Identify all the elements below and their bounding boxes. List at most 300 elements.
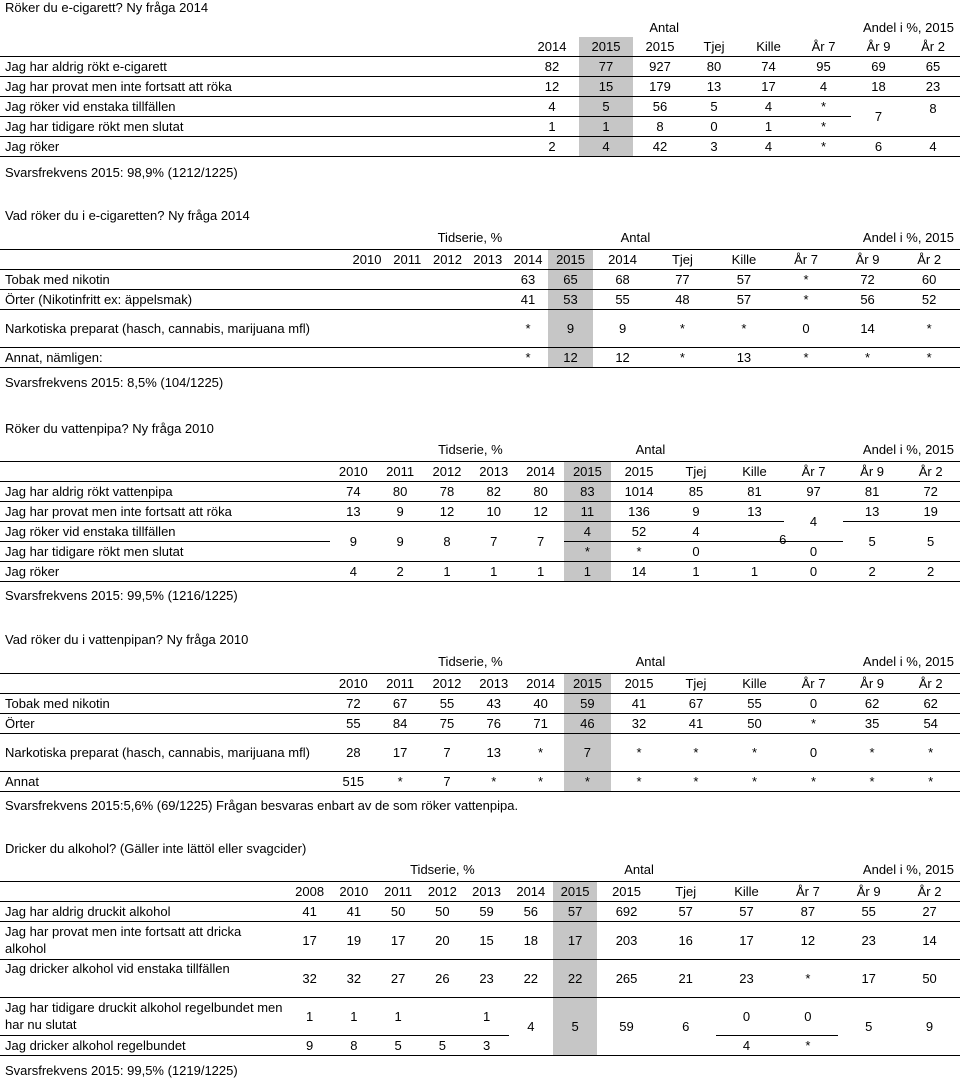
cell: 3 bbox=[687, 137, 741, 157]
cell: * bbox=[843, 733, 902, 771]
cell: * bbox=[898, 347, 960, 367]
cell: 68 bbox=[593, 269, 652, 289]
cell: 81 bbox=[843, 481, 902, 501]
cell: 22 bbox=[553, 959, 597, 997]
cell: 5 bbox=[838, 997, 899, 1055]
col-header: 2014 bbox=[517, 461, 564, 481]
cell: 1 bbox=[424, 561, 471, 581]
header-antal: Antal bbox=[635, 442, 666, 457]
cell: 0 bbox=[784, 561, 843, 581]
cell: 4 bbox=[906, 137, 960, 157]
col-header: År 9 bbox=[837, 249, 899, 269]
col-header: 2010 bbox=[330, 461, 377, 481]
cell: 203 bbox=[597, 921, 656, 959]
cell: 59 bbox=[564, 693, 611, 713]
cell: 72 bbox=[330, 693, 377, 713]
cell: * bbox=[901, 733, 960, 771]
section-title-e-cigarette-contents: Vad röker du i e-cigaretten? Ny fråga 2014 bbox=[5, 208, 250, 223]
cell: * bbox=[725, 733, 785, 771]
col-header: 2013 bbox=[464, 881, 508, 901]
cell: 55 bbox=[330, 713, 377, 733]
cell: 23 bbox=[906, 77, 960, 97]
cell bbox=[468, 289, 508, 309]
cell: 4 bbox=[716, 1035, 778, 1055]
response-rate-note: Svarsfrekvens 2015:5,6% (69/1225) Frågan besvaras enbart av de som röker vattenpipa. bbox=[5, 798, 519, 813]
header-tidserie: Tidserie, % bbox=[410, 862, 475, 877]
cell: 81 bbox=[725, 481, 785, 501]
cell: 35 bbox=[843, 713, 902, 733]
cell: 95 bbox=[796, 57, 851, 77]
cell: 1 bbox=[667, 561, 724, 581]
cell: 27 bbox=[376, 959, 420, 997]
col-header: 2015 bbox=[579, 37, 633, 57]
col-header: 2012 bbox=[424, 673, 471, 693]
cell: 15 bbox=[579, 77, 633, 97]
cell bbox=[427, 269, 467, 289]
cell: 7 bbox=[851, 97, 906, 137]
cell: 82 bbox=[525, 57, 579, 77]
cell: 14 bbox=[899, 921, 960, 959]
cell: 78 bbox=[424, 481, 471, 501]
cell: 50 bbox=[420, 901, 464, 921]
cell: 71 bbox=[517, 713, 564, 733]
table-water-pipe-contents bbox=[0, 652, 960, 792]
cell: 54 bbox=[901, 713, 960, 733]
cell bbox=[347, 269, 387, 289]
cell: 4 bbox=[564, 521, 611, 541]
col-header: År 9 bbox=[851, 37, 906, 57]
cell: 59 bbox=[597, 997, 656, 1055]
col-header: Kille bbox=[725, 673, 785, 693]
cell: 85 bbox=[667, 481, 724, 501]
cell: 2 bbox=[377, 561, 424, 581]
col-header: Kille bbox=[716, 881, 778, 901]
cell: 23 bbox=[838, 921, 899, 959]
cell: * bbox=[508, 347, 548, 367]
cell: 10 bbox=[470, 501, 517, 521]
cell: 4 bbox=[796, 77, 851, 97]
table-row bbox=[0, 137, 960, 157]
cell: 4 bbox=[741, 137, 796, 157]
row-label: Örter bbox=[0, 713, 330, 733]
row-label: Jag har provat men inte fortsatt att röka bbox=[0, 501, 330, 521]
cell: 1 bbox=[332, 997, 376, 1035]
cell: 40 bbox=[517, 693, 564, 713]
cell: 8 bbox=[633, 117, 687, 137]
cell bbox=[347, 347, 387, 367]
row-label: Jag har tidigare rökt men slutat bbox=[0, 117, 525, 137]
col-header: År 7 bbox=[796, 37, 851, 57]
cell: 9 bbox=[288, 1035, 332, 1055]
cell: 77 bbox=[579, 57, 633, 77]
col-header: 2010 bbox=[332, 881, 376, 901]
col-header: 2014 bbox=[508, 249, 548, 269]
cell: 57 bbox=[553, 901, 597, 921]
cell: 0 bbox=[716, 997, 778, 1035]
cell: * bbox=[775, 269, 837, 289]
cell bbox=[468, 269, 508, 289]
cell: * bbox=[725, 771, 785, 791]
col-header: År 9 bbox=[843, 673, 902, 693]
col-header: 2015 bbox=[548, 249, 593, 269]
cell: * bbox=[611, 733, 667, 771]
row-label: Tobak med nikotin bbox=[0, 269, 347, 289]
cell: 5 bbox=[553, 997, 597, 1055]
col-header: Tjej bbox=[687, 37, 741, 57]
cell: 28 bbox=[330, 733, 377, 771]
col-header: År 2 bbox=[899, 881, 960, 901]
cell: 136 bbox=[611, 501, 667, 521]
cell: 12 bbox=[517, 501, 564, 521]
cell: 63 bbox=[508, 269, 548, 289]
cell: 4 bbox=[741, 97, 796, 117]
col-header: 2012 bbox=[424, 461, 471, 481]
cell: 0 bbox=[687, 117, 741, 137]
row-label: Annat, nämligen: bbox=[0, 347, 347, 367]
row-label: Jag röker vid enstaka tillfällen bbox=[0, 97, 525, 117]
cell: 41 bbox=[611, 693, 667, 713]
cell: 12 bbox=[424, 501, 471, 521]
cell: 23 bbox=[464, 959, 508, 997]
col-header: 2015 bbox=[553, 881, 597, 901]
col-header: 2015 bbox=[611, 461, 667, 481]
cell: 5 bbox=[579, 97, 633, 117]
header-tidserie: Tidserie, % bbox=[437, 230, 503, 245]
cell: 0 bbox=[667, 541, 724, 561]
cell: 80 bbox=[377, 481, 424, 501]
cell: 1 bbox=[525, 117, 579, 137]
col-header: 2012 bbox=[427, 249, 467, 269]
cell: 62 bbox=[843, 693, 902, 713]
row-label: Jag har provat men inte fortsatt att röka bbox=[0, 77, 525, 97]
cell: 32 bbox=[332, 959, 376, 997]
cell: 53 bbox=[548, 289, 593, 309]
cell: 65 bbox=[906, 57, 960, 77]
row-label: Jag har aldrig rökt vattenpipa bbox=[0, 481, 330, 501]
response-rate-note: Svarsfrekvens 2015: 99,5% (1216/1225) bbox=[5, 588, 238, 603]
cell: 50 bbox=[376, 901, 420, 921]
cell: 56 bbox=[633, 97, 687, 117]
cell: 5 bbox=[687, 97, 741, 117]
col-header: 2008 bbox=[288, 881, 332, 901]
table-row bbox=[0, 1035, 960, 1055]
cell: 9 bbox=[899, 997, 960, 1055]
cell: 16 bbox=[656, 921, 716, 959]
cell: 692 bbox=[597, 901, 656, 921]
cell: 17 bbox=[838, 959, 899, 997]
cell: 27 bbox=[899, 901, 960, 921]
row-label: Jag har aldrig rökt e-cigarett bbox=[0, 57, 525, 77]
cell: * bbox=[901, 771, 960, 791]
col-header: 2011 bbox=[377, 461, 424, 481]
col-header: År 9 bbox=[838, 881, 899, 901]
cell: 12 bbox=[548, 347, 593, 367]
cell bbox=[347, 309, 387, 347]
table-row bbox=[0, 97, 960, 117]
row-label: Annat bbox=[0, 771, 330, 791]
cell: 13 bbox=[330, 501, 377, 521]
col-header: 2011 bbox=[377, 673, 424, 693]
cell: 55 bbox=[838, 901, 899, 921]
cell: 5 bbox=[420, 1035, 464, 1055]
col-header: 2013 bbox=[470, 673, 517, 693]
cell: 18 bbox=[851, 77, 906, 97]
cell: * bbox=[777, 959, 838, 997]
cell: 17 bbox=[716, 921, 778, 959]
cell: 9 bbox=[330, 521, 377, 561]
cell: 72 bbox=[837, 269, 899, 289]
cell: 74 bbox=[330, 481, 377, 501]
cell: 1 bbox=[741, 117, 796, 137]
cell: 82 bbox=[470, 481, 517, 501]
cell: 3 bbox=[464, 1035, 508, 1055]
header-andel: Andel i %, 2015 bbox=[862, 20, 955, 35]
col-header: 2015 bbox=[633, 37, 687, 57]
cell bbox=[347, 289, 387, 309]
cell bbox=[387, 309, 427, 347]
cell: 69 bbox=[851, 57, 906, 77]
cell: * bbox=[713, 309, 776, 347]
col-header: 2014 bbox=[593, 249, 652, 269]
col-header: Kille bbox=[741, 37, 796, 57]
cell: * bbox=[564, 771, 611, 791]
col-header: År 9 bbox=[843, 461, 902, 481]
cell: * bbox=[517, 733, 564, 771]
cell: 17 bbox=[553, 921, 597, 959]
cell: 0 bbox=[775, 309, 837, 347]
cell: 56 bbox=[837, 289, 899, 309]
cell bbox=[427, 289, 467, 309]
table-row bbox=[0, 501, 960, 521]
cell: * bbox=[508, 309, 548, 347]
cell: 4 bbox=[330, 561, 377, 581]
table-water-pipe bbox=[0, 440, 960, 582]
cell: 4 bbox=[525, 97, 579, 117]
cell: 41 bbox=[667, 713, 724, 733]
cell: 1 bbox=[725, 561, 785, 581]
cell: 75 bbox=[424, 713, 471, 733]
cell: 84 bbox=[377, 713, 424, 733]
cell: 76 bbox=[470, 713, 517, 733]
col-header: 2010 bbox=[330, 673, 377, 693]
cell: 8 bbox=[332, 1035, 376, 1055]
cell: 1 bbox=[464, 997, 508, 1035]
cell: 11 bbox=[564, 501, 611, 521]
cell: 17 bbox=[741, 77, 796, 97]
cell: 0 bbox=[784, 733, 843, 771]
cell: 41 bbox=[288, 901, 332, 921]
cell: 5 bbox=[843, 521, 902, 561]
cell: 12 bbox=[593, 347, 652, 367]
col-header: År 7 bbox=[777, 881, 838, 901]
table-row bbox=[0, 269, 960, 289]
cell: 0 bbox=[777, 997, 838, 1035]
cell: 57 bbox=[716, 901, 778, 921]
col-header: 2015 bbox=[611, 673, 667, 693]
col-header: Tjej bbox=[667, 673, 724, 693]
col-header: År 2 bbox=[901, 673, 960, 693]
cell: 179 bbox=[633, 77, 687, 97]
col-header: 2013 bbox=[468, 249, 508, 269]
col-header: År 2 bbox=[898, 249, 960, 269]
section-title-alcohol: Dricker du alkohol? (Gäller inte lättöl eller svagcider) bbox=[5, 841, 307, 856]
cell: 7 bbox=[470, 521, 517, 561]
cell: 13 bbox=[713, 347, 776, 367]
section-title-water-pipe: Röker du vattenpipa? Ny fråga 2010 bbox=[5, 421, 214, 436]
cell: 13 bbox=[725, 501, 785, 521]
cell: 8 bbox=[424, 521, 471, 561]
cell: * bbox=[775, 289, 837, 309]
table-row bbox=[0, 77, 960, 97]
cell bbox=[387, 347, 427, 367]
response-rate-note: Svarsfrekvens 2015: 8,5% (104/1225) bbox=[5, 375, 224, 390]
cell: 77 bbox=[652, 269, 712, 289]
header-antal: Antal bbox=[620, 230, 651, 245]
cell: 1 bbox=[288, 997, 332, 1035]
header-andel: Andel i %, 2015 bbox=[862, 862, 954, 877]
cell: 67 bbox=[377, 693, 424, 713]
cell: 515 bbox=[330, 771, 377, 791]
col-header: Tjej bbox=[652, 249, 712, 269]
cell: * bbox=[611, 771, 667, 791]
col-header: 2013 bbox=[470, 461, 517, 481]
cell: 57 bbox=[656, 901, 716, 921]
table-row bbox=[0, 959, 960, 997]
cell: 6 bbox=[656, 997, 716, 1055]
table-row bbox=[0, 921, 960, 959]
cell: 50 bbox=[899, 959, 960, 997]
cell: 48 bbox=[652, 289, 712, 309]
col-header: 2014 bbox=[509, 881, 553, 901]
cell: 52 bbox=[898, 289, 960, 309]
response-rate-note: Svarsfrekvens 2015: 98,9% (1212/1225) bbox=[5, 165, 238, 180]
cell: 21 bbox=[656, 959, 716, 997]
row-label: Jag har provat men inte fortsatt att dricka alkohol bbox=[0, 921, 288, 959]
cell bbox=[427, 309, 467, 347]
cell: 1 bbox=[376, 997, 420, 1035]
cell: 55 bbox=[424, 693, 471, 713]
cell: * bbox=[517, 771, 564, 791]
cell: * bbox=[796, 117, 851, 137]
col-header: 2011 bbox=[376, 881, 420, 901]
cell: * bbox=[784, 771, 843, 791]
cell: 4 bbox=[667, 521, 724, 541]
cell: 60 bbox=[898, 269, 960, 289]
table-row bbox=[0, 713, 960, 733]
cell: 42 bbox=[633, 137, 687, 157]
cell: 7 bbox=[564, 733, 611, 771]
cell: 87 bbox=[777, 901, 838, 921]
cell: * bbox=[898, 309, 960, 347]
cell: 59 bbox=[464, 901, 508, 921]
cell: 7 bbox=[517, 521, 564, 561]
cell: * bbox=[652, 309, 712, 347]
cell: 13 bbox=[687, 77, 741, 97]
cell: 2 bbox=[525, 137, 579, 157]
cell bbox=[420, 997, 464, 1035]
header-andel: Andel i %, 2015 bbox=[862, 654, 954, 669]
cell: * bbox=[777, 1035, 838, 1055]
cell: 57 bbox=[713, 269, 776, 289]
table-row bbox=[0, 347, 960, 367]
cell bbox=[427, 347, 467, 367]
col-header: Tjej bbox=[656, 881, 716, 901]
col-header: 2015 bbox=[564, 461, 611, 481]
table-row bbox=[0, 481, 960, 501]
table-row bbox=[0, 733, 960, 771]
col-header: År 2 bbox=[906, 37, 960, 57]
row-label: Jag dricker alkohol vid enstaka tillfällen bbox=[0, 959, 288, 997]
cell: 8 bbox=[906, 97, 960, 137]
cell: 1014 bbox=[611, 481, 667, 501]
cell: 55 bbox=[593, 289, 652, 309]
cell: 57 bbox=[713, 289, 776, 309]
cell: * bbox=[843, 771, 902, 791]
cell: 97 bbox=[784, 481, 843, 501]
cell: 1 bbox=[517, 561, 564, 581]
cell: 23 bbox=[716, 959, 778, 997]
cell: 20 bbox=[420, 921, 464, 959]
cell: 1 bbox=[579, 117, 633, 137]
table-row bbox=[0, 289, 960, 309]
cell: 9 bbox=[667, 501, 724, 521]
header-antal: Antal bbox=[624, 862, 654, 877]
cell: * bbox=[784, 713, 843, 733]
cell: 18 bbox=[509, 921, 553, 959]
row-label: Narkotiska preparat (hasch, cannabis, marijuana mfl) bbox=[0, 309, 347, 347]
header-antal: Antal bbox=[649, 20, 680, 35]
cell: 9 bbox=[593, 309, 652, 347]
cell: * bbox=[667, 771, 724, 791]
cell: 4 bbox=[509, 997, 553, 1055]
cell: 4 bbox=[784, 501, 843, 541]
cell: 12 bbox=[777, 921, 838, 959]
cell: 2 bbox=[843, 561, 902, 581]
col-header: 2015 bbox=[564, 673, 611, 693]
col-header: 2014 bbox=[517, 673, 564, 693]
cell: 5 bbox=[901, 521, 960, 561]
cell: * bbox=[470, 771, 517, 791]
cell: 0 bbox=[784, 541, 843, 561]
table-e-cigarette bbox=[0, 18, 960, 157]
cell: 46 bbox=[564, 713, 611, 733]
cell: 80 bbox=[517, 481, 564, 501]
cell: 9 bbox=[377, 521, 424, 561]
row-label: Jag har tidigare rökt men slutat bbox=[0, 541, 330, 561]
cell: * bbox=[837, 347, 899, 367]
table-row bbox=[0, 561, 960, 581]
section-title-e-cigarette: Röker du e-cigarett? Ny fråga 2014 bbox=[5, 0, 209, 15]
header-antal: Antal bbox=[635, 654, 666, 669]
row-label: Jag har aldrig druckit alkohol bbox=[0, 901, 288, 921]
cell: 17 bbox=[376, 921, 420, 959]
response-rate-note: Svarsfrekvens 2015: 99,5% (1219/1225) bbox=[5, 1063, 238, 1078]
cell: 5 bbox=[376, 1035, 420, 1055]
header-andel: Andel i %, 2015 bbox=[862, 230, 954, 245]
cell: 1 bbox=[470, 561, 517, 581]
cell: * bbox=[611, 541, 667, 561]
row-label: Jag röker vid enstaka tillfällen bbox=[0, 521, 330, 541]
table-e-cigarette-contents bbox=[0, 228, 960, 368]
cell: 0 bbox=[784, 693, 843, 713]
cell: 927 bbox=[633, 57, 687, 77]
cell bbox=[387, 269, 427, 289]
col-header: 2014 bbox=[525, 37, 579, 57]
col-header: År 7 bbox=[784, 461, 843, 481]
cell: 9 bbox=[377, 501, 424, 521]
cell: * bbox=[377, 771, 424, 791]
col-header: Kille bbox=[725, 461, 785, 481]
